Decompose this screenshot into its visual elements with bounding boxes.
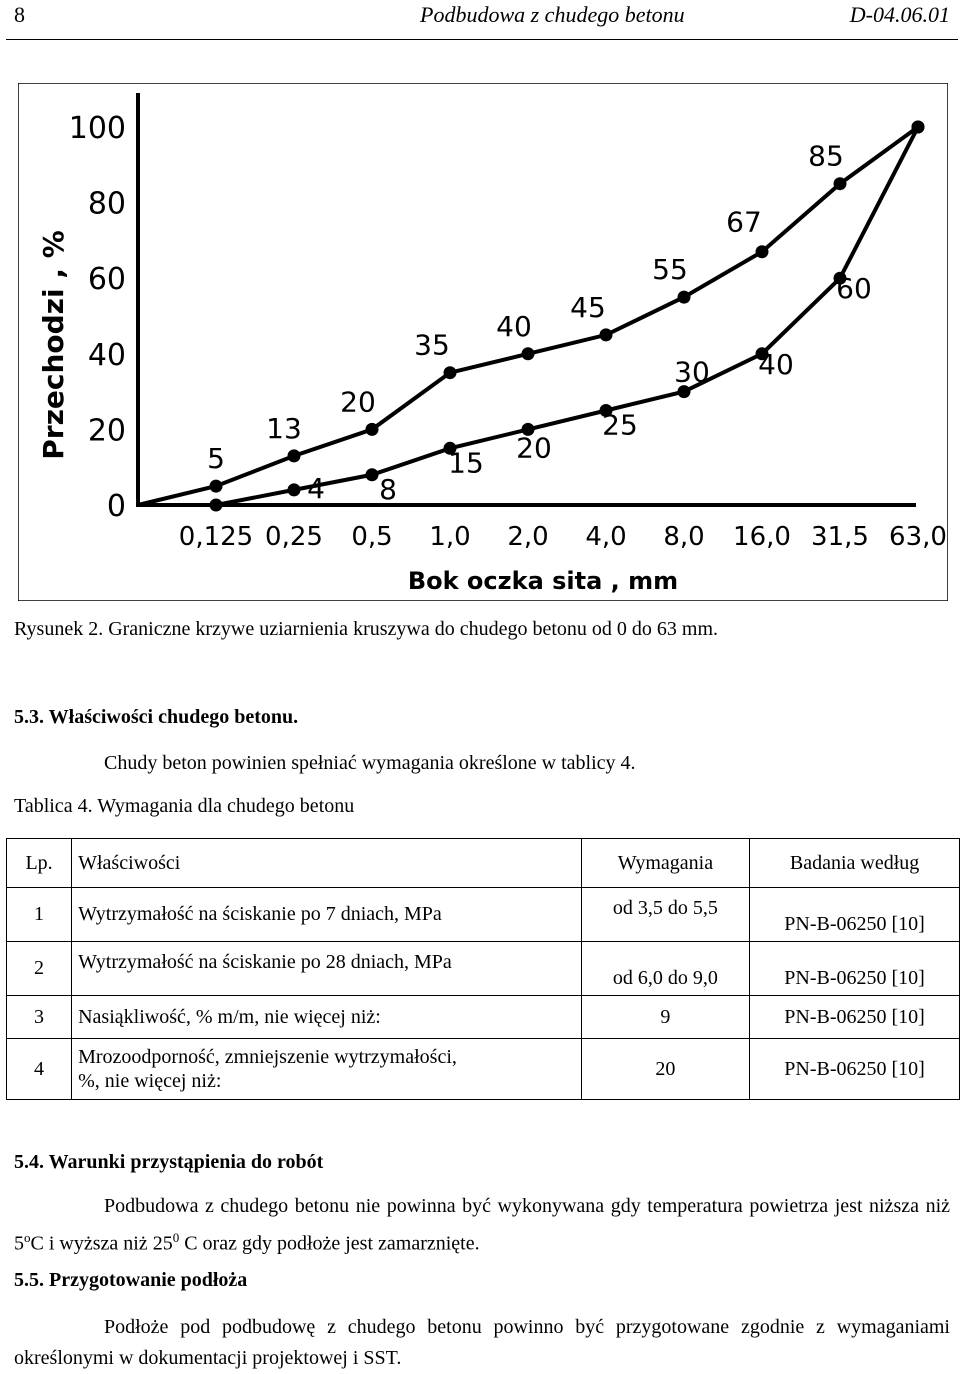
document-code: D-04.06.01 — [849, 2, 950, 27]
cell-requirement-value: od 3,5 do 5,5 — [612, 897, 718, 919]
header-lp: Lp. — [7, 839, 72, 888]
x-tick-label: 16,0 — [733, 522, 791, 552]
section-5-4-text — [14, 1191, 950, 1260]
x-tick-label: 0,5 — [351, 522, 393, 552]
y-tick-label: 80 — [87, 186, 126, 222]
data-point — [366, 423, 379, 436]
cell-test: PN-B-06250 [10] — [750, 1039, 960, 1100]
data-label: 8 — [379, 472, 397, 506]
data-label: 85 — [808, 139, 844, 173]
section-5-3-text: Chudy beton powinien spełniać wymagania określone w tablicy 4. — [104, 752, 636, 774]
running-title: Podbudowa z chudego betonu — [420, 2, 685, 27]
y-tick-label: 0 — [106, 489, 126, 524]
data-label: 20 — [340, 385, 376, 419]
data-label: 45 — [570, 290, 606, 324]
data-point — [522, 347, 535, 360]
cell-lp: 1 — [7, 888, 72, 942]
section-5-4-text-a: Podbudowa z chudego betonu nie powinna być wykonywana gdy temperatura powietrza jest niższa niż 5 — [14, 1195, 950, 1255]
cell-test: PN-B-06250 [10] — [750, 996, 960, 1039]
table-row — [7, 888, 960, 942]
data-point — [210, 499, 223, 512]
data-label: 67 — [726, 205, 762, 239]
data-point — [600, 328, 613, 341]
header-requirements: Wymagania — [581, 839, 749, 888]
y-axis-title: Przechodzi , % — [37, 230, 70, 460]
data-point — [210, 480, 223, 493]
degree-sup-1: o — [24, 1230, 31, 1245]
section-5-4-text-b: C i wyższa niż 25 — [30, 1232, 173, 1255]
data-point — [756, 245, 769, 258]
cell-lp: 4 — [7, 1039, 72, 1100]
cell-property-line-2: %, nie więcej niż: — [78, 1070, 222, 1092]
data-label: 13 — [266, 411, 302, 445]
data-point — [678, 291, 691, 304]
section-5-4-text-c: C oraz gdy podłoże jest zamarznięte. — [179, 1232, 480, 1255]
cell-test-value: PN-B-06250 [10] — [784, 913, 925, 935]
cell-property-value: Wytrzymałość na ściskanie po 28 dniach, MPa — [78, 951, 452, 973]
section-5-3-heading: 5.3. Właściwości chudego betonu. — [14, 706, 299, 728]
cell-property — [72, 1039, 582, 1100]
table-row — [7, 942, 960, 996]
y-tick-label: 60 — [87, 262, 126, 298]
data-label: 20 — [516, 431, 552, 465]
degree-sup-2: 0 — [172, 1230, 180, 1245]
requirements-table — [6, 838, 960, 1100]
figure-caption: Rysunek 2. Graniczne krzywe uziarnienia kruszywa do chudego betonu od 0 do 63 mm. — [14, 618, 719, 640]
data-point — [444, 366, 457, 379]
data-label: 35 — [414, 328, 450, 362]
x-tick-label: 0,125 — [178, 522, 254, 552]
section-5-5-text: Podłoże pod podbudowę z chudego betonu powinno być przygotowane zgodnie z wymaganiami określonymi w dokumentacji projektowej i SST. — [14, 1316, 950, 1369]
table-header-row — [7, 839, 960, 888]
cell-requirement-value: od 6,0 do 9,0 — [612, 967, 718, 989]
data-point — [288, 449, 301, 462]
x-tick-label: 2,0 — [507, 522, 549, 552]
cell-test — [750, 942, 960, 996]
data-label: 40 — [496, 309, 532, 343]
cell-test — [750, 888, 960, 942]
y-tick-label: 40 — [87, 337, 126, 373]
cell-requirement: 20 — [581, 1039, 749, 1100]
section-5-5-heading: 5.5. Przygotowanie podłoża — [14, 1269, 248, 1291]
x-tick-label: 4,0 — [585, 522, 627, 552]
data-point — [912, 121, 925, 134]
data-label: 15 — [448, 446, 484, 480]
data-label: 30 — [674, 355, 710, 389]
cell-property: Wytrzymałość na ściskanie po 7 dniach, MPa — [72, 888, 582, 942]
data-label: 60 — [836, 272, 872, 306]
cell-requirement: 9 — [581, 996, 749, 1039]
page-number: 8 — [14, 2, 25, 27]
data-point — [288, 483, 301, 496]
table-row — [7, 1039, 960, 1100]
x-tick-label: 63,0 — [889, 522, 947, 552]
cell-requirement — [581, 942, 749, 996]
data-point — [834, 177, 847, 190]
header-tests: Badania według — [750, 839, 960, 888]
grading-curves-chart — [18, 83, 948, 601]
y-tick-label: 100 — [68, 111, 126, 146]
header-rule — [6, 39, 958, 40]
cell-lp: 2 — [7, 942, 72, 996]
data-label: 55 — [652, 253, 688, 287]
cell-test-value: PN-B-06250 [10] — [784, 967, 925, 989]
cell-requirement — [581, 888, 749, 942]
data-label: 25 — [602, 408, 638, 442]
data-point — [366, 468, 379, 481]
cell-lp: 3 — [7, 996, 72, 1039]
table-row — [7, 996, 960, 1039]
data-label: 5 — [207, 442, 225, 476]
x-axis-title: Bok oczka sita , mm — [407, 567, 679, 595]
data-label: 40 — [758, 347, 794, 381]
cell-property: Nasiąkliwość, % m/m, nie więcej niż: — [72, 996, 582, 1039]
y-tick-label: 20 — [87, 413, 126, 449]
data-label: 4 — [307, 471, 325, 505]
section-5-4-heading: 5.4. Warunki przystąpienia do robót — [14, 1151, 324, 1173]
x-tick-label: 1,0 — [429, 522, 471, 552]
table-title: Tablica 4. Wymagania dla chudego betonu — [14, 795, 355, 817]
cell-property — [72, 942, 582, 996]
cell-property-line-1: Mrozoodporność, zmniejszenie wytrzymałości, — [78, 1046, 457, 1068]
header-properties: Właściwości — [72, 839, 582, 888]
x-tick-label: 31,5 — [811, 522, 869, 552]
x-tick-label: 8,0 — [663, 522, 705, 552]
page-header — [0, 0, 960, 40]
x-tick-label: 0,25 — [265, 522, 323, 552]
